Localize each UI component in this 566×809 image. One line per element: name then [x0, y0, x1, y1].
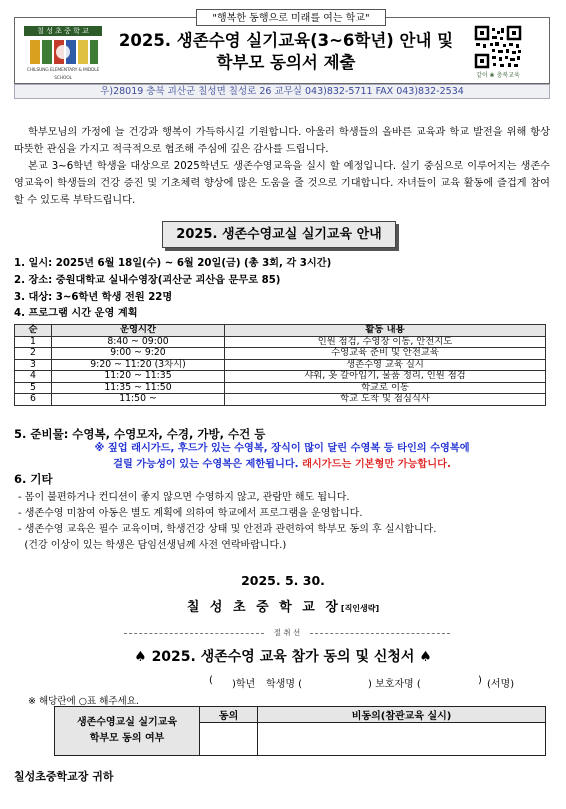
guardian-close: ) — [478, 675, 482, 686]
cut-line — [14, 627, 550, 639]
document-title-line2: 학부모 동의서 제출 — [216, 53, 356, 72]
table-row — [15, 336, 546, 348]
guardian-name-field[interactable]: ) 보호자명 ( — [368, 679, 421, 690]
schedule-header-cell: 활동 내용 — [225, 325, 546, 337]
info-program: 4. 프로그램 시간 운영 계획 — [14, 308, 138, 319]
principal-signature — [0, 596, 566, 615]
grade-field[interactable]: )학년 — [232, 679, 256, 690]
supplies-note-restriction: 걸릴 가능성이 있는 수영복은 제한됩니다. — [113, 459, 299, 470]
table-row — [15, 359, 546, 371]
school-logo — [24, 26, 102, 81]
issue-date: 2025. 5. 30. — [241, 573, 325, 588]
table-cell: 수영교육 준비 및 안전교육 — [225, 348, 546, 360]
table-cell: 생존수영 교육 실시 — [225, 359, 546, 371]
table-row — [15, 371, 546, 383]
table-cell: 인원 점검, 수영장 이동, 안전지도 — [225, 336, 546, 348]
info-place: 2. 장소: 중원대학교 실내수영장(괴산군 괴산읍 문무로 85) — [14, 275, 281, 286]
table-cell: 학교로 이동 — [225, 382, 546, 394]
table-row — [15, 382, 546, 394]
intro-paragraph-2: 본교 3~6학년 학생을 대상으로 2025학년도 생존수영교육을 실시 할 예정입니다. 실기 중심으로 이루어지는 생존수영교육이 학생들의 건강 증진 및 기초체력 향상에 많은 도움을 줄 것으로 기대합니다. 자녀들이 교육 활동에 즐겁게 참여할 수 있도록 부탁드립니다. — [14, 161, 550, 206]
disagree-header: 비동의(참관교육 실시) — [258, 707, 546, 723]
consent-row-label-line2: 학부모 동의 여부 — [89, 733, 165, 744]
table-cell: 11:35 ~ 11:50 — [52, 382, 225, 394]
grade-open: ( — [209, 675, 213, 686]
cut-line-label: 절 취 선 — [273, 628, 301, 637]
etc-line: - 몸이 불편하거나 컨디션이 좋지 않으면 수영하지 않고, 관람만 해도 됩니다. — [18, 492, 350, 503]
signature-field[interactable]: (서명) — [487, 679, 515, 690]
seal-note: [직인생략] — [340, 604, 380, 613]
table-cell: 2 — [15, 348, 52, 360]
school-motto: "행복한 동행으로 미래를 여는 학교" — [196, 9, 386, 26]
table-cell: 11:20 ~ 11:35 — [52, 371, 225, 383]
cut-line-dash-right — [310, 633, 450, 634]
disagree-checkbox-cell[interactable] — [258, 723, 546, 756]
student-name-field[interactable]: 학생명 ( — [266, 679, 303, 690]
table-row — [15, 348, 546, 360]
info-date: 1. 일시: 2025년 6월 18일(수) ~ 6월 20일(금) (총 3회, 각 3시간) — [14, 258, 332, 269]
school-logo-subtext: CHILSUNG ELEMENTARY & MIDDLE SCHOOL — [26, 68, 100, 81]
principal-title: 칠 성 초 중 학 교 장 — [186, 600, 341, 615]
table-cell: 9:20 ~ 11:20 (3차시) — [52, 359, 225, 371]
supplies-note-line1: ※ 짚업 래시가드, 후드가 있는 수영복, 장식이 많이 달린 수영복 등 타인의 수영복에 — [94, 443, 470, 454]
agree-checkbox-cell[interactable] — [200, 723, 258, 756]
table-cell: 8:40 ~ 09:00 — [52, 336, 225, 348]
school-address: 우)28019 충북 괴산군 칠성면 칠성로 26 교무실 043)832-5711 FAX 043)832-2534 — [14, 84, 550, 99]
addressee: 칠성초중학교장 귀하 — [14, 770, 114, 783]
document-title-line1: 2025. 생존수영 실기교육(3~6학년) 안내 및 — [118, 31, 454, 50]
info-target: 3. 대상: 3~6학년 학생 전원 22명 — [14, 292, 173, 303]
table-cell: 9:00 ~ 9:20 — [52, 348, 225, 360]
supplies-heading: 5. 준비물: 수영복, 수영모자, 수경, 가방, 수건 등 — [14, 427, 266, 441]
section-title: 2025. 생존수영교실 실기교육 안내 — [162, 221, 396, 248]
schedule-header-row — [15, 325, 546, 337]
consent-table — [54, 706, 546, 756]
school-emblem-icon — [24, 37, 102, 67]
table-cell: 5 — [15, 382, 52, 394]
schedule-header-cell: 순 — [15, 325, 52, 337]
table-cell: 1 — [15, 336, 52, 348]
consent-form-title: ♠ 2025. 생존수영 교육 참가 동의 및 신청서 ♠ — [134, 649, 432, 665]
cut-line-dash-left — [124, 633, 264, 634]
supplies-note-rashguard: 래시가드는 기본형만 가능합니다. — [298, 459, 451, 470]
schedule-header-cell: 운영시간 — [52, 325, 225, 337]
table-cell: 샤워, 옷 갈아입기, 물품 정리, 인원 점검 — [225, 371, 546, 383]
etc-line: (건강 이상이 있는 학생은 담임선생님께 사전 연락바랍니다.) — [18, 540, 287, 551]
table-cell: 6 — [15, 394, 52, 406]
intro-paragraph-1: 학부모님의 가정에 늘 건강과 행복이 가득하시길 기원합니다. 아울러 학생들의 올바른 교육과 학교 발전을 위해 항상 따뜻한 관심을 가지고 적극적으로 협조해 주심에 깊은 감사를 드립니다. — [14, 127, 550, 155]
table-row — [15, 394, 546, 406]
consent-row-label — [55, 707, 200, 756]
consent-instruction: ※ 해당란에 ○표 해주세요. — [28, 696, 139, 707]
document-title — [110, 30, 462, 74]
qr-code-icon — [470, 25, 526, 71]
consent-row-label-line1: 생존수영교실 실기교육 — [76, 717, 178, 728]
etc-line: - 생존수영 교육은 필수 교육이며, 학생건강 상태 및 안전과 관련하여 학부모 동의 후 실시합니다. — [18, 524, 437, 535]
table-cell: 학교 도착 및 점심식사 — [225, 394, 546, 406]
etc-line: - 생존수영 미참여 아동은 별도 계획에 의하여 학교에서 프로그램을 운영합니다. — [18, 508, 363, 519]
supplies-note-line2 — [14, 457, 550, 473]
qr-caption: 같이 ❀ 충북교육 — [476, 72, 520, 79]
table-cell: 4 — [15, 371, 52, 383]
table-cell: 3 — [15, 359, 52, 371]
school-logo-name: 칠 성 초 중 학 교 — [24, 26, 102, 36]
agree-header: 동의 — [200, 707, 258, 723]
schedule-table — [14, 324, 546, 406]
etc-heading: 6. 기타 — [14, 472, 53, 486]
table-cell: 11:50 ~ — [52, 394, 225, 406]
